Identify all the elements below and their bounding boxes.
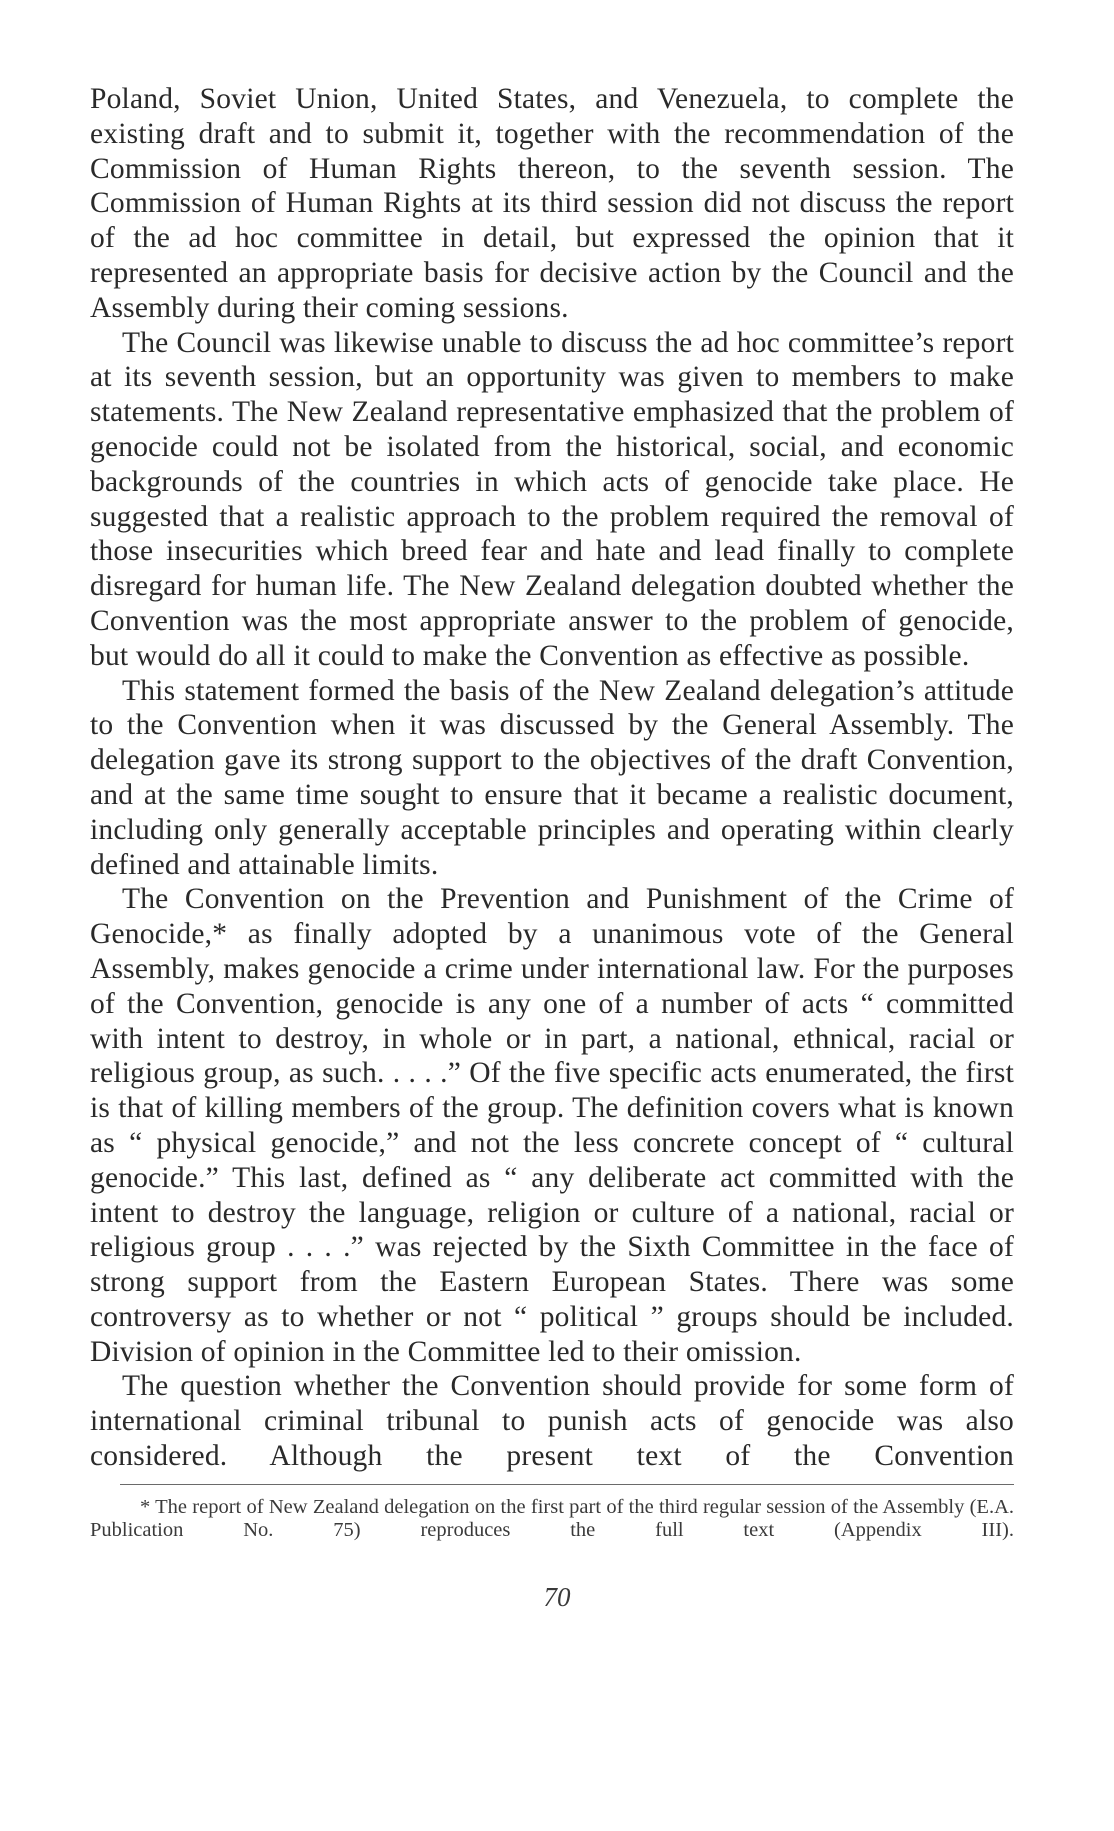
body-text (90, 82, 1014, 1474)
footnote: * The report of New Zealand delegation on the first part of the third regular session of the Assembly (E.A. Publication No. 75) reproduces the full text (Appendix III). (90, 1496, 1014, 1541)
page-number: 70 (543, 1582, 571, 1612)
paragraph-5: The question whether the Convention should provide for some form of international criminal tribunal to punish acts of genocide was also considered. Although the present text of the Convention (90, 1370, 1014, 1473)
paragraph-1: Poland, Soviet Union, United States, and Venezuela, to complete the existing draft and to submit it, together with the recommendation of the Commission of Human Rights thereon, to the seventh session. The Commission of Human Rights at its third session did not discuss the report of the ad hoc committee in detail, but expressed the opinion that it represented an appropriate basis for decisive action by the Council and the Assembly during their coming sessions. (90, 83, 1014, 324)
footnote-divider (120, 1484, 1014, 1485)
paragraph-4: The Convention on the Prevention and Punishment of the Crime of Genocide,* as finally adopted by a unanimous vote of the General Assembly, makes genocide a crime under international law. For the purposes of the Convention, genocide is any one of a number of acts “ committed with intent to destroy, in whole or in part, a national, ethnical, racial or religious group, as such. . . . .” Of the five specific acts enumerated, the first is that of killing members of the group. The definition covers what is known as “ physical genocide,” and not the less concrete concept of “ cultural genocide.” This last, defined as “ any deliberate act committed with the intent to destroy the language, religion or culture of a national, racial or religious group . . . .” was rejected by the Sixth Committee in the face of strong support from the Eastern European States. There was some controversy as to whether or not “ political ” groups should be included. Division of opinion in the Committee led to their omission. (90, 883, 1014, 1368)
paragraph-2: The Council was likewise unable to discuss the ad hoc committee’s report at its seventh session, but an opportunity was given to members to make statements. The New Zealand representative emphasized that the problem of genocide could not be isolated from the historical, social, and economic backgrounds of the countries in which acts of genocide take place. He suggested that a realistic approach to the problem required the removal of those insecurities which breed fear and hate and lead finally to complete disregard for human life. The New Zealand delegation doubted whether the Convention was the most appropriate answer to the problem of genocide, but would do all it could to make the Convention as effective as possible. (90, 326, 1014, 672)
paragraph-3: This statement formed the basis of the New Zealand delegation’s attitude to the Convention when it was discussed by the General Assembly. The delegation gave its strong support to the objectives of the draft Convention, and at the same time sought to ensure that it became a realistic document, including only generally acceptable principles and operating within clearly defined and attainable limits. (90, 674, 1014, 881)
